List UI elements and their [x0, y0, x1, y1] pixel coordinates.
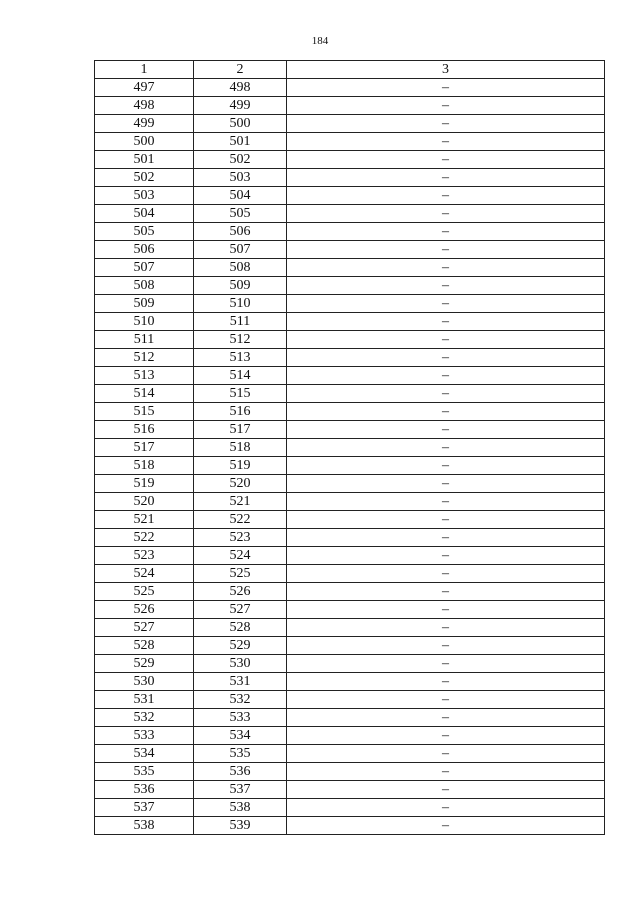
table-cell-col-2: 504: [194, 187, 287, 205]
table-cell-col-1: 528: [95, 637, 194, 655]
table-cell-col-2: 509: [194, 277, 287, 295]
table-cell-col-2: 506: [194, 223, 287, 241]
column-header-1: 1: [95, 61, 194, 79]
table-row: [95, 673, 605, 691]
table-row: [95, 151, 605, 169]
table-cell-col-3: –: [287, 259, 605, 277]
table-row: [95, 745, 605, 763]
table-cell-col-2: 530: [194, 655, 287, 673]
table-cell-col-3: –: [287, 223, 605, 241]
table-cell-col-2: 516: [194, 403, 287, 421]
table-cell-col-1: 534: [95, 745, 194, 763]
table-row: [95, 133, 605, 151]
table-cell-col-1: 523: [95, 547, 194, 565]
page-number: 184: [311, 35, 329, 47]
table-cell-col-3: –: [287, 619, 605, 637]
table-cell-col-3: –: [287, 637, 605, 655]
column-header-2: 2: [194, 61, 287, 79]
table-row: [95, 457, 605, 475]
table-cell-col-2: 528: [194, 619, 287, 637]
table-cell-col-3: –: [287, 385, 605, 403]
table-row: [95, 169, 605, 187]
table-row: [95, 619, 605, 637]
table-cell-col-2: 536: [194, 763, 287, 781]
table-cell-col-1: 522: [95, 529, 194, 547]
table-row: [95, 817, 605, 835]
table-cell-col-2: 511: [194, 313, 287, 331]
table-cell-col-1: 526: [95, 601, 194, 619]
table-cell-col-2: 518: [194, 439, 287, 457]
table-cell-col-2: 503: [194, 169, 287, 187]
table-cell-col-1: 513: [95, 367, 194, 385]
table-row: [95, 367, 605, 385]
table-cell-col-3: –: [287, 241, 605, 259]
table-cell-col-2: 535: [194, 745, 287, 763]
table-cell-col-3: –: [287, 403, 605, 421]
table-row: [95, 493, 605, 511]
table-cell-col-2: 527: [194, 601, 287, 619]
table-cell-col-3: –: [287, 817, 605, 835]
table-cell-col-1: 497: [95, 79, 194, 97]
table-cell-col-1: 514: [95, 385, 194, 403]
table-cell-col-1: 524: [95, 565, 194, 583]
table-cell-col-3: –: [287, 457, 605, 475]
table-cell-col-2: 525: [194, 565, 287, 583]
table-row: [95, 421, 605, 439]
table-cell-col-2: 521: [194, 493, 287, 511]
table-cell-col-1: 533: [95, 727, 194, 745]
table-cell-col-1: 518: [95, 457, 194, 475]
table-cell-col-2: 517: [194, 421, 287, 439]
table-cell-col-3: –: [287, 349, 605, 367]
table-cell-col-1: 519: [95, 475, 194, 493]
table-cell-col-2: 532: [194, 691, 287, 709]
table-cell-col-2: 526: [194, 583, 287, 601]
table-cell-col-1: 538: [95, 817, 194, 835]
table-cell-col-2: 501: [194, 133, 287, 151]
table-cell-col-1: 502: [95, 169, 194, 187]
table-cell-col-1: 535: [95, 763, 194, 781]
table-cell-col-3: –: [287, 745, 605, 763]
table-cell-col-1: 512: [95, 349, 194, 367]
table-cell-col-3: –: [287, 115, 605, 133]
table-header-row: [95, 61, 605, 79]
table-cell-col-3: –: [287, 151, 605, 169]
table-row: [95, 781, 605, 799]
table-row: [95, 115, 605, 133]
table-cell-col-1: 532: [95, 709, 194, 727]
table-cell-col-2: 498: [194, 79, 287, 97]
table-row: [95, 655, 605, 673]
table-cell-col-2: 533: [194, 709, 287, 727]
table-row: [95, 583, 605, 601]
table-row: [95, 529, 605, 547]
table-row: [95, 601, 605, 619]
table-cell-col-2: 524: [194, 547, 287, 565]
table-row: [95, 295, 605, 313]
table-cell-col-2: 502: [194, 151, 287, 169]
table-cell-col-1: 506: [95, 241, 194, 259]
table-cell-col-3: –: [287, 529, 605, 547]
table-cell-col-1: 500: [95, 133, 194, 151]
table-cell-col-2: 522: [194, 511, 287, 529]
table-row: [95, 439, 605, 457]
table-cell-col-3: –: [287, 799, 605, 817]
table-cell-col-1: 511: [95, 331, 194, 349]
table-cell-col-1: 507: [95, 259, 194, 277]
table-row: [95, 385, 605, 403]
table-cell-col-2: 514: [194, 367, 287, 385]
table-cell-col-1: 531: [95, 691, 194, 709]
table-cell-col-3: –: [287, 97, 605, 115]
data-table: [94, 60, 605, 835]
table-cell-col-3: –: [287, 331, 605, 349]
table-cell-col-3: –: [287, 565, 605, 583]
table-cell-col-3: –: [287, 691, 605, 709]
table-row: [95, 799, 605, 817]
table-cell-col-1: 498: [95, 97, 194, 115]
table-cell-col-3: –: [287, 763, 605, 781]
table-cell-col-2: 505: [194, 205, 287, 223]
table-cell-col-2: 512: [194, 331, 287, 349]
table-cell-col-3: –: [287, 187, 605, 205]
table-cell-col-3: –: [287, 169, 605, 187]
table-cell-col-3: –: [287, 421, 605, 439]
table-row: [95, 97, 605, 115]
table-row: [95, 331, 605, 349]
table-cell-col-2: 534: [194, 727, 287, 745]
table-row: [95, 475, 605, 493]
table-row: [95, 349, 605, 367]
table-cell-col-1: 536: [95, 781, 194, 799]
table-cell-col-2: 500: [194, 115, 287, 133]
table-cell-col-1: 515: [95, 403, 194, 421]
table-cell-col-3: –: [287, 547, 605, 565]
table-body: [95, 79, 605, 835]
table-cell-col-3: –: [287, 709, 605, 727]
table-row: [95, 79, 605, 97]
table-cell-col-1: 505: [95, 223, 194, 241]
table-cell-col-3: –: [287, 655, 605, 673]
table-cell-col-1: 504: [95, 205, 194, 223]
table-cell-col-1: 527: [95, 619, 194, 637]
table-cell-col-3: –: [287, 205, 605, 223]
table-row: [95, 565, 605, 583]
table-cell-col-3: –: [287, 439, 605, 457]
table-cell-col-3: –: [287, 367, 605, 385]
table-cell-col-2: 539: [194, 817, 287, 835]
table-row: [95, 241, 605, 259]
table-cell-col-3: –: [287, 673, 605, 691]
table-cell-col-2: 510: [194, 295, 287, 313]
table-cell-col-3: –: [287, 601, 605, 619]
table-cell-col-2: 531: [194, 673, 287, 691]
table-cell-col-3: –: [287, 133, 605, 151]
table-row: [95, 709, 605, 727]
table-cell-col-3: –: [287, 313, 605, 331]
table-cell-col-1: 501: [95, 151, 194, 169]
table-cell-col-1: 529: [95, 655, 194, 673]
table-cell-col-3: –: [287, 79, 605, 97]
table-cell-col-2: 538: [194, 799, 287, 817]
table-cell-col-2: 529: [194, 637, 287, 655]
table-row: [95, 691, 605, 709]
table-row: [95, 637, 605, 655]
table-cell-col-1: 499: [95, 115, 194, 133]
table-row: [95, 187, 605, 205]
table-cell-col-1: 521: [95, 511, 194, 529]
table-cell-col-1: 537: [95, 799, 194, 817]
table-cell-col-1: 510: [95, 313, 194, 331]
table-cell-col-2: 515: [194, 385, 287, 403]
table-cell-col-1: 516: [95, 421, 194, 439]
table-row: [95, 259, 605, 277]
table-cell-col-3: –: [287, 511, 605, 529]
table-cell-col-3: –: [287, 493, 605, 511]
table-row: [95, 403, 605, 421]
table-cell-col-2: 537: [194, 781, 287, 799]
table-cell-col-3: –: [287, 781, 605, 799]
table-cell-col-2: 508: [194, 259, 287, 277]
table-cell-col-3: –: [287, 277, 605, 295]
table-row: [95, 547, 605, 565]
table-cell-col-1: 509: [95, 295, 194, 313]
table-row: [95, 727, 605, 745]
table-cell-col-3: –: [287, 295, 605, 313]
table-cell-col-2: 499: [194, 97, 287, 115]
table-cell-col-1: 520: [95, 493, 194, 511]
table-row: [95, 511, 605, 529]
table-cell-col-1: 503: [95, 187, 194, 205]
table-cell-col-2: 519: [194, 457, 287, 475]
table-cell-col-2: 523: [194, 529, 287, 547]
table-row: [95, 223, 605, 241]
table-cell-col-3: –: [287, 727, 605, 745]
table-cell-col-1: 530: [95, 673, 194, 691]
table-row: [95, 763, 605, 781]
column-header-3: 3: [287, 61, 605, 79]
table-cell-col-1: 517: [95, 439, 194, 457]
table-cell-col-1: 525: [95, 583, 194, 601]
table-row: [95, 277, 605, 295]
table-cell-col-3: –: [287, 583, 605, 601]
table-cell-col-2: 513: [194, 349, 287, 367]
table-cell-col-2: 520: [194, 475, 287, 493]
table-row: [95, 205, 605, 223]
table-cell-col-2: 507: [194, 241, 287, 259]
table-cell-col-1: 508: [95, 277, 194, 295]
table-cell-col-3: –: [287, 475, 605, 493]
table-row: [95, 313, 605, 331]
